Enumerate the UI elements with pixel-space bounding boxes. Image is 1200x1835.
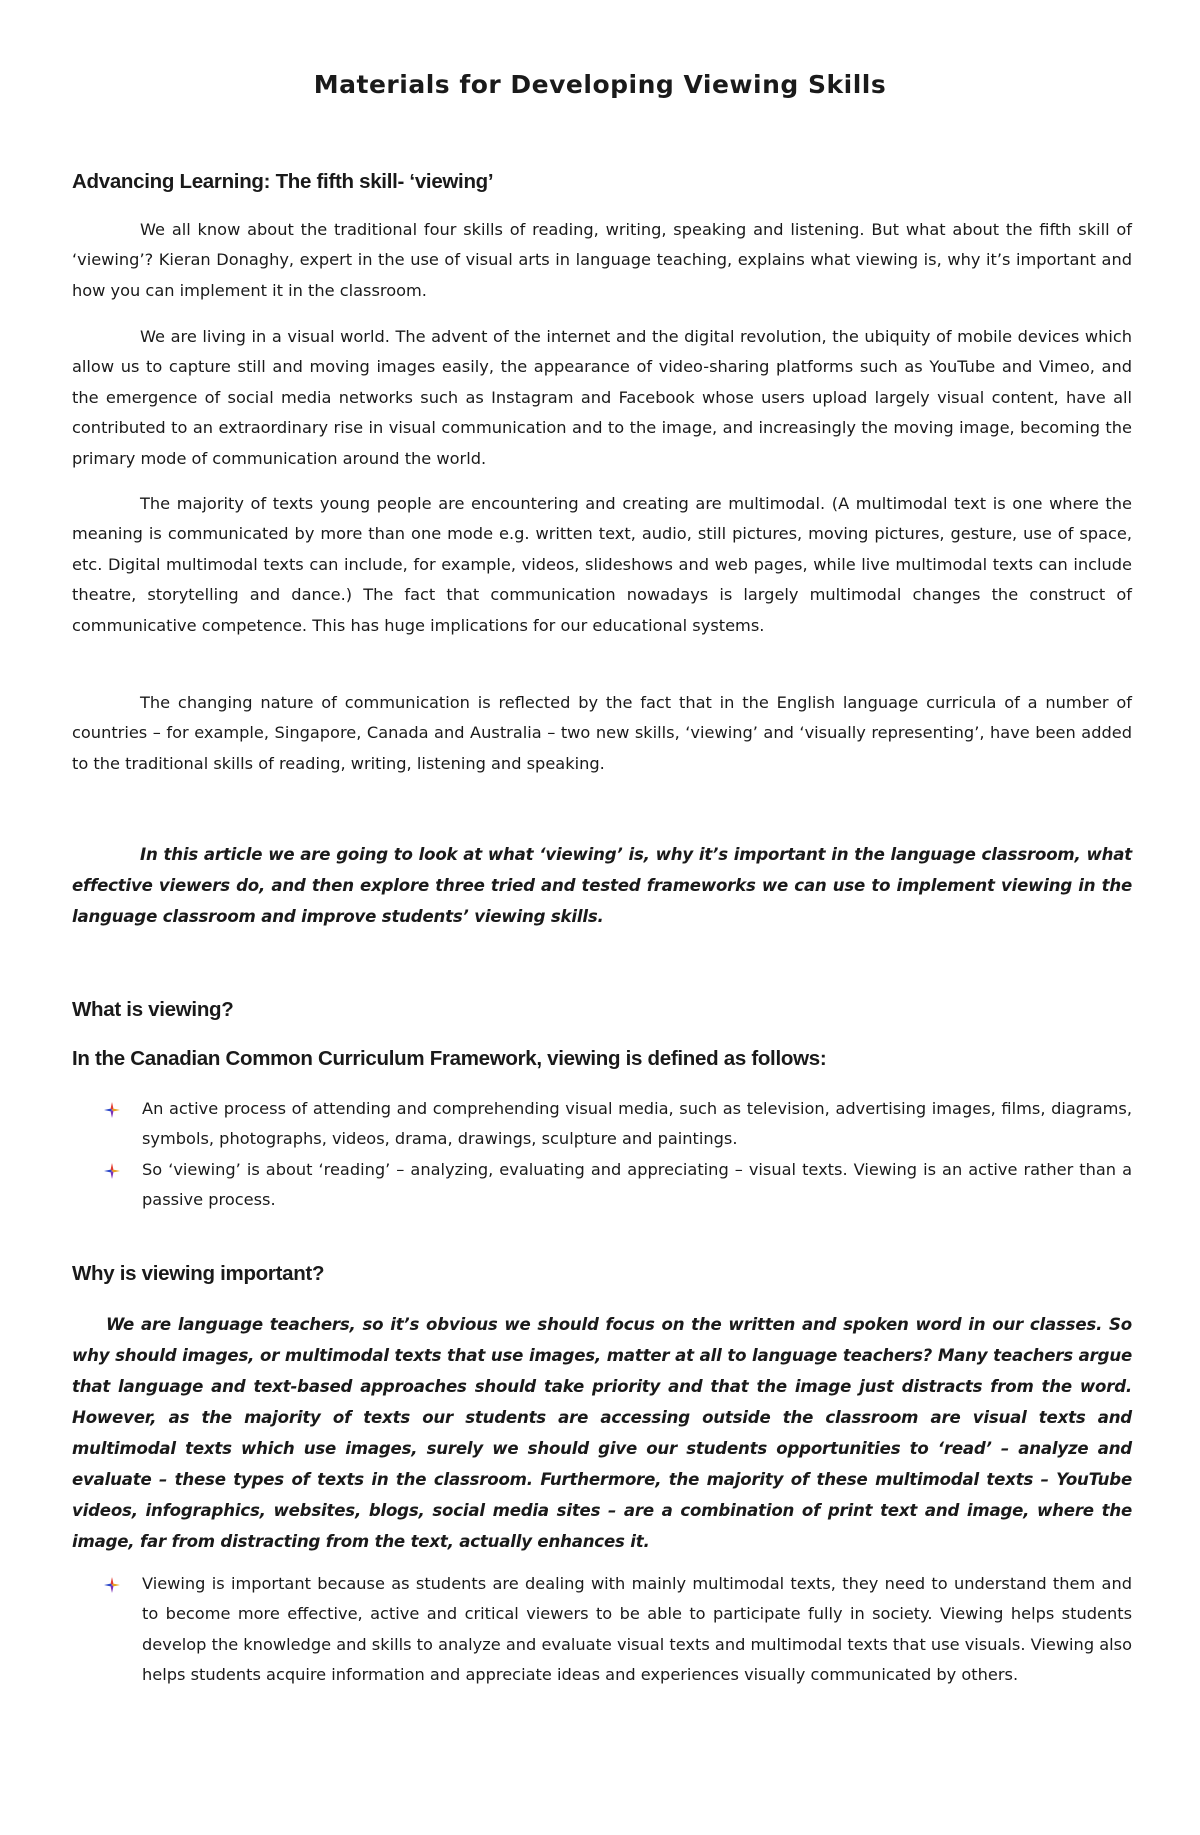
list-item-text: So ‘viewing’ is about ‘reading’ – analyzing, evaluating and appreciating – visual texts. Viewing is an active rather than a passive process. [142,1159,1132,1210]
heading-why-viewing-important: Why is viewing important? [72,1262,325,1285]
heading-what-is-viewing: What is viewing? [72,998,234,1021]
document-title: Materials for Developing Viewing Skills [313,70,887,99]
paragraph-curricula: The changing nature of communication is reflected by the fact that in the English language curricula of a number of countries – for example, Singapore, Canada and Australia – two new skills, ‘viewing’ and ‘visually representing’, have been added to the traditional skills of reading, writing, listening and speaking. [72,693,1132,773]
list-item-text: Viewing is important because as students are dealing with mainly multimodal texts, they need to understand them and to become more effective, active and critical viewers to be able to participate fully in society. Viewing helps students develop the knowledge and skills to analyze and evaluate visual texts and multimodal texts that use visuals. Viewing also helps students acquire information and appreciate ideas and experiences visually communicated by others. [142,1574,1132,1685]
four-point-star-bullet-icon [104,1577,120,1593]
why-viewing-paragraph: We are language teachers, so it’s obvious we should focus on the written and spoken word in our classes. So why should images, or multimodal texts that use images, matter at all to language teachers? Many teachers argue that language and text-based approaches should take priority and that the image just distracts from the word. However, as the majority of texts our students are accessing outside the classroom are visual texts and multimodal texts which use images, surely we should give our students opportunities to ‘read’ – analyze and evaluate – these types of texts in the classroom. Furthermore, the majority of these multimodal texts – YouTube videos, infographics, websites, blogs, social media sites – are a combination of print text and image, where the image, far from distracting from the text, actually enhances it. [72,1315,1132,1551]
list-item [100,1569,1132,1691]
four-point-star-bullet-icon [104,1163,120,1179]
four-point-star-bullet-icon [104,1102,120,1118]
paragraph-multimodal: The majority of texts young people are encountering and creating are multimodal. (A multimodal text is one where the meaning is communicated by more than one mode e.g. written text, audio, still pictures, moving pictures, gesture, use of space, etc. Digital multimodal texts can include, for example, videos, slideshows and web pages, while live multimodal texts can include theatre, storytelling and dance.) The fact that communication nowadays is largely multimodal changes the construct of communicative competence. This has huge implications for our educational systems. [72,494,1132,635]
paragraph-visual-world: We are living in a visual world. The advent of the internet and the digital revolution, the ubiquity of mobile devices which allow us to capture still and moving images easily, the appearance of video-sharing platforms such as YouTube and Vimeo, and the emergence of social media networks such as Instagram and Facebook whose users upload largely visual content, have all contributed to an extraordinary rise in visual communication and to the image, and increasingly the moving image, becoming the primary mode of communication around the world. [72,327,1132,468]
importance-list [100,1569,1132,1691]
heading-advancing-learning: Advancing Learning: The fifth skill- ‘viewing’ [72,170,494,193]
paragraph-intro: We all know about the traditional four skills of reading, writing, speaking and listening. But what about the fifth skill of ‘viewing’? Kieran Donaghy, expert in the use of visual arts in language teaching, explains what viewing is, why it’s important and how you can implement it in the classroom. [72,220,1132,300]
article-summary: In this article we are going to look at what ‘viewing’ is, why it’s important in the language classroom, what effective viewers do, and then explore three tried and tested frameworks we can use to implement viewing in the language classroom and improve students’ viewing skills. [72,845,1132,926]
definition-list [100,1094,1132,1216]
heading-canadian-framework: In the Canadian Common Curriculum Framework, viewing is defined as follows: [72,1047,827,1070]
list-item-text: An active process of attending and comprehending visual media, such as television, advertising images, films, diagrams, symbols, photographs, videos, drama, drawings, sculpture and paintings. [142,1099,1132,1149]
list-item [100,1094,1132,1155]
list-item [100,1155,1132,1216]
